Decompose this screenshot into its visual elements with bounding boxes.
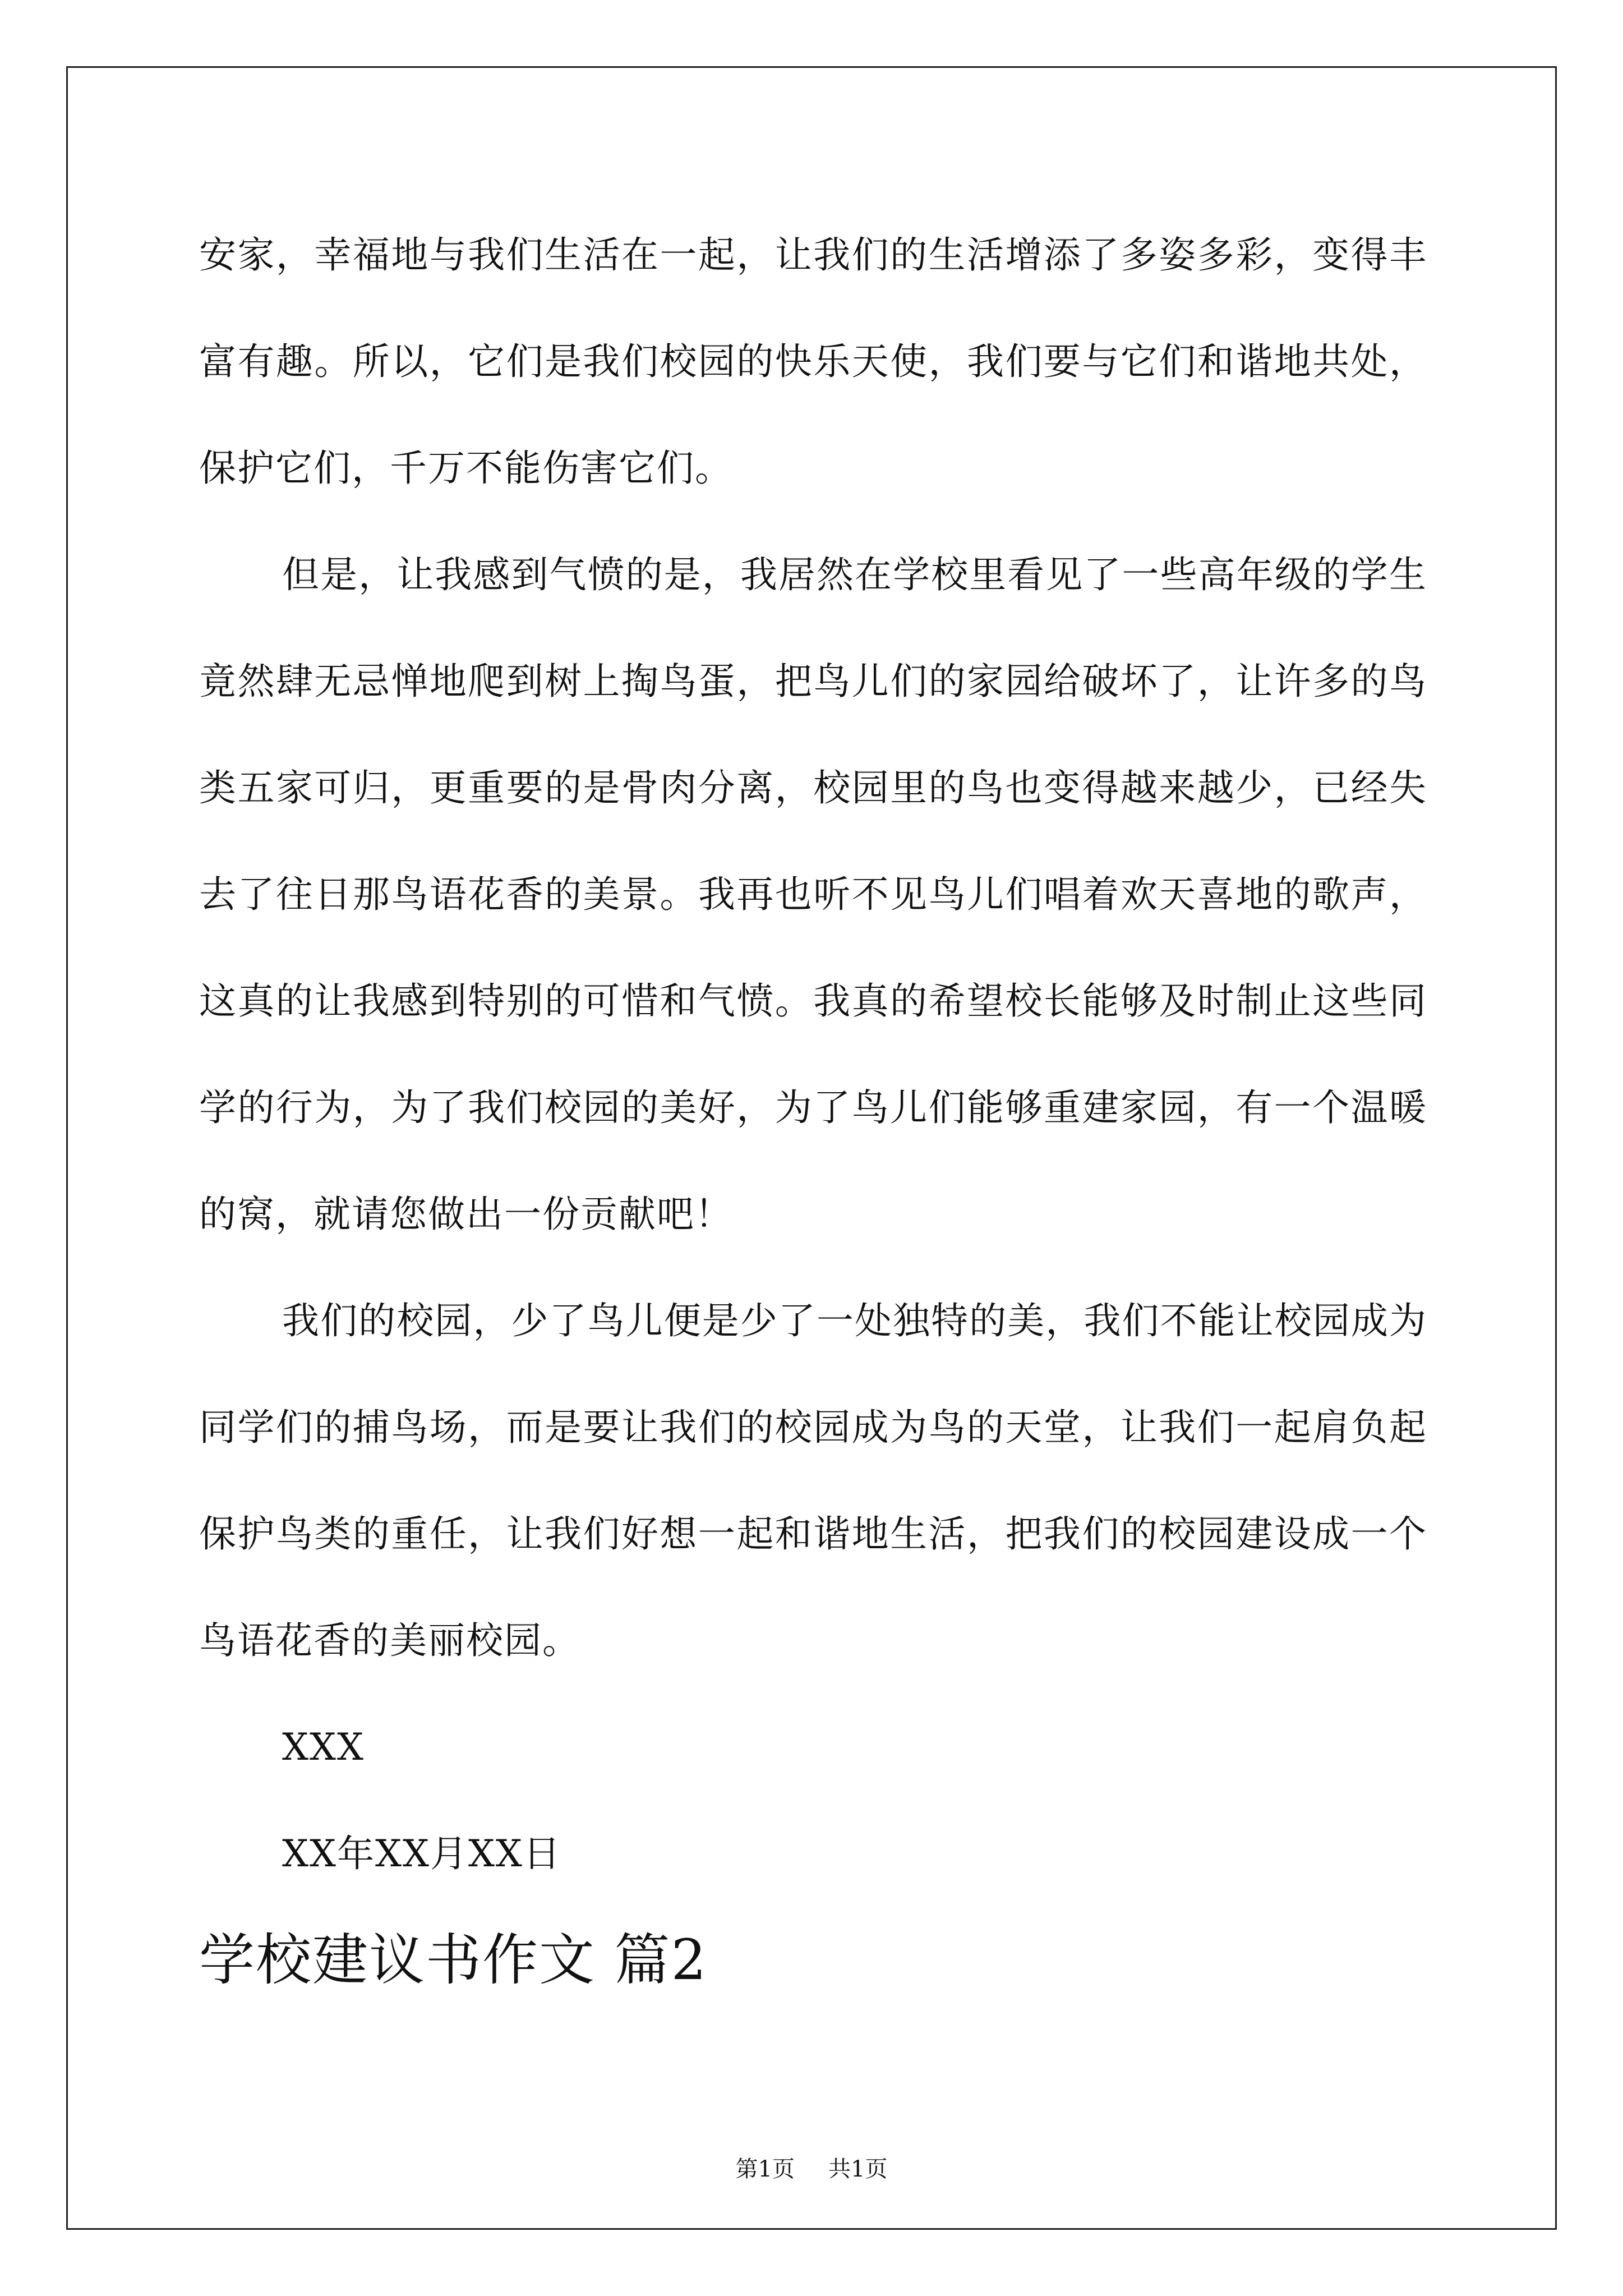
page-number: 第1页 [735,2156,795,2182]
paragraph-1: 安家，幸福地与我们生活在一起，让我们的生活增添了多姿多彩，变得丰富有趣。所以，它们是我们校园的快乐天使，我们要与它们和谐地共处，保护它们，千万不能伤害它们。 [199,233,1427,490]
paragraph-2: 但是，让我感到气愤的是，我居然在学校里看见了一些高年级的学生竟然肆无忌惮地爬到树上掏鸟蛋，把鸟儿们的家园给破坏了，让许多的鸟类五家可归，更重要的是骨肉分离，校园里的鸟也变得越来越少，已经失去了往日那鸟语花香的美景。我再也听不见鸟儿们唱着欢天喜地的歌声，这真的让我感到特别的可惜和气愤。我真的希望校长能够及时制止这些同学的行为，为了我们校园的美好，为了鸟儿们能够重建家园，有一个温暖的窝，就请您做出一份贡献吧！ [199,553,1427,1236]
paragraph-3: 我们的校园，少了鸟儿便是少了一处独特的美，我们不能让校园成为同学们的捕鸟场，而是要让我们的校园成为鸟的天堂，让我们一起肩负起保护鸟类的重任，让我们好想一起和谐地生活，把我们的校园建设成一个鸟语花香的美丽校园。 [199,1299,1427,1662]
signature: XXX [282,1726,365,1769]
page-footer [0,2151,1623,2183]
section-heading: 学校建议书作文 篇2 [199,1928,708,1993]
document-body [199,202,1427,2014]
letter-date: XX年XX月XX日 [282,1832,561,1875]
page-total: 共1页 [828,2156,888,2182]
